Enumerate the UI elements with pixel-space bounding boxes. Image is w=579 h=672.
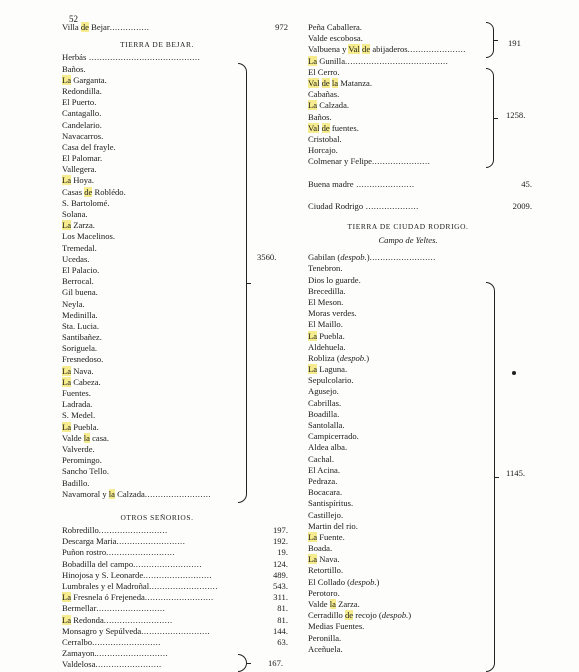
brace <box>486 22 494 58</box>
group-total: 3560. <box>257 252 277 262</box>
entry-name: Cachal. <box>308 453 335 464</box>
list-item: Herbás .......................................... <box>62 52 201 63</box>
list-item <box>308 644 538 655</box>
list-item: Valdelosa......................... <box>62 659 162 670</box>
list-item <box>308 286 538 297</box>
entry-name: Monsagro y Sepúlveda <box>62 625 142 636</box>
list-item <box>62 399 294 410</box>
entry-name: Martin del rio. <box>308 520 358 531</box>
entry-name: Fuentes. <box>62 388 91 398</box>
entry-name: Berrocal. <box>62 276 94 287</box>
list-item <box>308 297 538 308</box>
entry-name: La Fuente. <box>308 531 345 542</box>
list-item <box>308 100 538 111</box>
entry-value: 192. <box>272 536 288 547</box>
list-item <box>308 22 538 33</box>
section-subheading: Campo de Yeltes. <box>378 235 438 245</box>
entry-name: Herbás <box>62 52 87 63</box>
list-item <box>308 554 538 565</box>
entry-value: 311. <box>273 592 288 603</box>
list-item <box>62 388 294 399</box>
entry-name: La Cabeza. <box>62 376 101 387</box>
list-item <box>62 153 294 164</box>
entry-name: La Garganta. <box>62 74 107 85</box>
list-item <box>62 321 294 332</box>
entry-name: Cabrillas. <box>308 397 342 408</box>
entry-name: Valde la casa. <box>62 432 110 443</box>
entry-name: Redondilla. <box>62 85 102 96</box>
entry-name: El Acina. <box>308 464 340 475</box>
entry-name: Gil buena. <box>62 287 98 298</box>
entry-name: La Nava. <box>62 365 94 376</box>
entry-name: La Fresnela ó Frejeneda <box>62 592 145 603</box>
list-item <box>308 454 538 465</box>
entry-name: Peña Caballera. <box>308 22 362 32</box>
entry-name: El Palomar. <box>62 153 103 164</box>
list-item <box>62 410 294 421</box>
list-item <box>308 621 538 632</box>
group-total: 1145. <box>506 468 526 478</box>
entry-name: La Laguna. <box>308 364 348 375</box>
list-item: Lumbrales y el Madroñal.......................... 543. <box>62 581 288 591</box>
list-item: Colmenar y Felipe...................... <box>308 156 431 167</box>
list-item: Robredillo.......................... 197. <box>62 525 288 536</box>
list-item <box>308 308 538 319</box>
list-item <box>308 275 538 286</box>
entry-value: 197. <box>272 525 288 536</box>
list-item <box>308 409 538 420</box>
entry-name: Valde la Zarza. <box>308 599 360 609</box>
list-item <box>308 498 538 509</box>
entry-name: El Maillo. <box>308 319 343 330</box>
list-item: Monsagro y Sepúlveda.......................... 144. <box>62 625 288 636</box>
entry-name: Vallegera. <box>62 164 97 175</box>
entry-name: La Hoya. <box>62 175 94 186</box>
list-item <box>308 521 538 532</box>
entry-name: Solana. <box>62 209 88 219</box>
list-item <box>308 145 538 156</box>
place-list <box>308 56 538 168</box>
entry-value: 81. <box>277 603 288 614</box>
entry-name: La Zarza. <box>62 220 95 231</box>
entry-name: Descarga Maria <box>62 536 117 547</box>
entry-name: El Meson. <box>308 296 344 307</box>
entry-value: 489. <box>272 569 288 580</box>
list-item: Bermellar.......................... 81. <box>62 603 288 614</box>
entry-name: Neyla. <box>62 298 85 309</box>
list-item <box>62 231 294 242</box>
list-item: Bobadilla del campo.......................... 124. <box>62 558 288 569</box>
list-item <box>62 444 294 455</box>
list-item <box>308 465 538 476</box>
list-item: Puñon rostro.......................... 19. <box>62 547 288 558</box>
brace <box>486 282 495 672</box>
entry-name: Horcajo. <box>308 145 338 156</box>
entry-name: Sancho Tello. <box>62 466 109 477</box>
entry-name: Ucedas. <box>62 253 90 264</box>
entry-villa-de-bejar: Villa de Bejar............... 972 <box>62 22 288 32</box>
list-item <box>308 112 538 123</box>
entry-name: La Puebla. <box>62 421 99 432</box>
list-item <box>308 134 538 145</box>
list-item <box>62 198 294 209</box>
entry-name: Colmenar y Felipe <box>308 156 372 167</box>
entry-name: El Puerto. <box>62 97 97 108</box>
entry-name: Buena madre <box>308 179 354 190</box>
list-item <box>62 164 294 175</box>
list-item <box>62 310 294 321</box>
list-item <box>62 265 294 276</box>
list-item <box>308 577 538 588</box>
list-item <box>308 487 538 498</box>
entry-value: 543. <box>272 581 288 591</box>
list-item <box>62 433 294 444</box>
entry-name: Campicerrado. <box>308 431 359 442</box>
list-item <box>308 67 538 78</box>
list-item <box>62 209 294 220</box>
entry-name: Boadilla. <box>308 408 340 419</box>
entry-name: Robredillo <box>62 525 99 536</box>
list-item <box>62 276 294 287</box>
entry-value: 144. <box>272 625 288 636</box>
entry-name: Casa del frayle. <box>62 141 116 152</box>
entry-name: Val de la Matanza. <box>308 77 372 88</box>
entry-name: Agusejo. <box>308 386 339 397</box>
entry-name: Tremedal. <box>62 242 97 253</box>
entry-name: Soriguela. <box>62 343 98 354</box>
list-item <box>62 64 294 75</box>
entry-name: Badillo. <box>62 477 90 488</box>
place-list <box>308 22 538 56</box>
place-list <box>62 525 294 648</box>
entry-name: Aceñuela. <box>308 643 343 654</box>
entry-name: Peromingo. <box>62 455 102 466</box>
entry-name: Medinilla. <box>62 309 98 320</box>
entry-ciudad-rodrigo: Ciudad Rodrigo .................... 2009. <box>308 200 532 211</box>
entry-name: Castillejo. <box>308 509 344 520</box>
list-item: Navamoral y la Calzada......................... <box>62 488 212 499</box>
list-item <box>308 386 538 397</box>
list-item <box>62 175 294 186</box>
list-item <box>62 455 294 466</box>
list-item <box>62 187 294 198</box>
list-item <box>308 420 538 431</box>
list-item <box>308 342 538 353</box>
entry-name: Baños. <box>308 111 332 122</box>
entry-name: Robliza (despob.) <box>308 352 370 363</box>
list-item <box>308 431 538 442</box>
list-item <box>62 366 294 377</box>
entry-name: Navamoral y la Calzada <box>62 488 145 499</box>
list-item <box>308 123 538 134</box>
list-item <box>62 299 294 310</box>
entry-name: Peronilla. <box>308 632 342 643</box>
list-item: Valbuena y Val de abijaderos...................... <box>308 44 466 55</box>
list-item <box>62 75 294 86</box>
entry-name: Aldehuela. <box>308 341 346 352</box>
entry-name: Tenebron. <box>308 263 343 274</box>
entry-name: Valbuena y Val de abijaderos <box>308 44 408 55</box>
entry-name: Baños. <box>62 63 86 74</box>
list-item <box>308 364 538 375</box>
entry-value: 972 <box>275 22 288 32</box>
entry-name: Ladrada. <box>62 399 93 410</box>
entry-name: Valde escobosa. <box>308 33 363 44</box>
entry-value: 63. <box>277 636 288 647</box>
list-item <box>308 633 538 644</box>
entry-name: Bermellar <box>62 603 97 614</box>
brace <box>238 63 247 503</box>
list-item <box>308 353 538 364</box>
place-list <box>62 648 294 670</box>
list-item <box>308 78 538 89</box>
group-total: 167. <box>268 658 284 668</box>
brace <box>486 68 494 168</box>
right-column <box>308 0 538 655</box>
entry-name: Villa de Bejar <box>62 22 110 32</box>
entry-name: La Calzada. <box>308 100 350 111</box>
entry-name: Cabañas. <box>308 89 340 100</box>
list-item <box>62 220 294 231</box>
entry-name: El Cerro. <box>308 66 340 77</box>
entry-name: Santispíritus. <box>308 498 354 509</box>
entry-name: Medias Fuentes. <box>308 621 365 632</box>
list-item <box>62 108 294 119</box>
entry-name: Cristobal. <box>308 133 342 144</box>
list-item <box>62 120 294 131</box>
entry-name: Sta. Lucia. <box>62 320 99 331</box>
list-item <box>308 319 538 330</box>
entry-name: Valdelosa <box>62 659 96 670</box>
entry-name: Cerradillo de recojo (despob.) <box>308 610 412 621</box>
list-item: Gabilan (despob.)......................... <box>308 252 436 263</box>
page-number: 52 <box>69 14 78 24</box>
list-item <box>308 398 538 409</box>
list-item <box>308 375 538 386</box>
entry-name: Sepulcolario. <box>308 375 354 386</box>
place-list <box>308 252 538 655</box>
list-item: Hinojosa y S. Leonarde.......................... 489. <box>62 569 288 580</box>
list-item <box>62 142 294 153</box>
entry-name: La Redonda <box>62 614 104 625</box>
list-item: Zamayon............................ <box>62 648 169 659</box>
entry-value: 2009. <box>512 200 532 211</box>
list-item: La Fresnela ó Frejeneda.......................... 311. <box>62 592 288 603</box>
entry-name: Brecedilla. <box>308 285 346 296</box>
list-item <box>62 131 294 142</box>
entry-name: Cerralbo <box>62 636 93 647</box>
list-item <box>62 377 294 388</box>
entry-name: Fresnedoso. <box>62 354 104 365</box>
list-item <box>62 354 294 365</box>
entry-name: Hinojosa y S. Leonarde <box>62 569 144 580</box>
entry-name: Boada. <box>308 543 333 554</box>
entry-name: Perotoro. <box>308 587 340 598</box>
entry-value: 45. <box>521 179 532 190</box>
entry-name: Candelario. <box>62 119 102 130</box>
entry-name: Moras verdes. <box>308 308 357 319</box>
left-column <box>62 0 294 671</box>
list-item <box>308 599 538 610</box>
list-item <box>308 89 538 100</box>
entry-name: Navacarros. <box>62 130 104 141</box>
entry-name: La Gunilla <box>308 55 346 66</box>
entry-name: Zamayon. <box>62 648 97 659</box>
group-total: 1258. <box>506 110 526 120</box>
entry-name: Bobadilla del campo <box>62 558 134 569</box>
list-item: Cerralbo.......................... 63. <box>62 636 288 647</box>
entry-name: Gabilan (despob.) <box>308 252 370 263</box>
entry-name: Puñon rostro <box>62 547 107 558</box>
list-item <box>62 422 294 433</box>
list-item <box>308 532 538 543</box>
entry-name: La Puebla. <box>308 330 345 341</box>
entry-name: Los Macelinos. <box>62 231 115 242</box>
entry-name: Pedraza. <box>308 475 338 486</box>
section-heading: TIERRA DE BEJAR. <box>120 40 194 50</box>
list-item <box>308 565 538 576</box>
entry-name: Ciudad Rodrigo <box>308 200 364 211</box>
list-item <box>62 86 294 97</box>
entry-name: Casas de Roblédo. <box>62 186 126 197</box>
list-item: Descarga Maria.......................... 192. <box>62 536 288 547</box>
entry-name: Val de fuentes. <box>308 122 359 133</box>
list-item <box>308 588 538 599</box>
entry-name: La Nava. <box>308 554 340 565</box>
list-item <box>308 331 538 342</box>
entry-name: Aldea alba. <box>308 442 348 453</box>
list-item: La Redonda.......................... 81. <box>62 614 288 625</box>
entry-value: 81. <box>277 614 288 625</box>
entry-name: Bocacara. <box>308 487 343 498</box>
entry-name: Retortillo. <box>308 565 344 576</box>
list-item <box>308 263 538 274</box>
entry-name: S. Bartolomé. <box>62 197 110 208</box>
entry-name: Cantagallo. <box>62 108 102 119</box>
list-item <box>62 343 294 354</box>
list-item <box>308 442 538 453</box>
group-total: 191 <box>508 38 521 48</box>
section-heading: TIERRA DE CIUDAD RODRIGO. <box>347 221 469 231</box>
list-item <box>308 510 538 521</box>
entry-name: Valverde. <box>62 443 95 454</box>
list-item <box>308 33 538 44</box>
entry-name: El Collado (despob.) <box>308 576 380 587</box>
list-item <box>62 332 294 343</box>
entry-name: Dios lo guarde. <box>308 274 361 285</box>
entry-value: 124. <box>272 558 288 569</box>
list-item <box>62 97 294 108</box>
entry-name: El Palacio. <box>62 264 100 275</box>
list-item <box>62 287 294 298</box>
list-item <box>62 466 294 477</box>
entry-name: S. Medel. <box>62 410 96 421</box>
entry-value: 19. <box>277 547 288 558</box>
entry-name: Santibañez. <box>62 332 102 343</box>
entry-name: Lumbrales y el Madroñal <box>62 581 150 591</box>
list-item <box>308 543 538 554</box>
list-item <box>62 478 294 489</box>
list-item <box>308 610 538 621</box>
list-item: La Gunilla....................................... <box>308 55 449 66</box>
entry-buena-madre: Buena madre ...................... 45. <box>308 179 532 190</box>
list-item <box>308 476 538 487</box>
section-heading: OTROS SEÑORIOS. <box>120 512 194 522</box>
place-list <box>62 52 294 500</box>
entry-name: Santolalla. <box>308 420 345 430</box>
